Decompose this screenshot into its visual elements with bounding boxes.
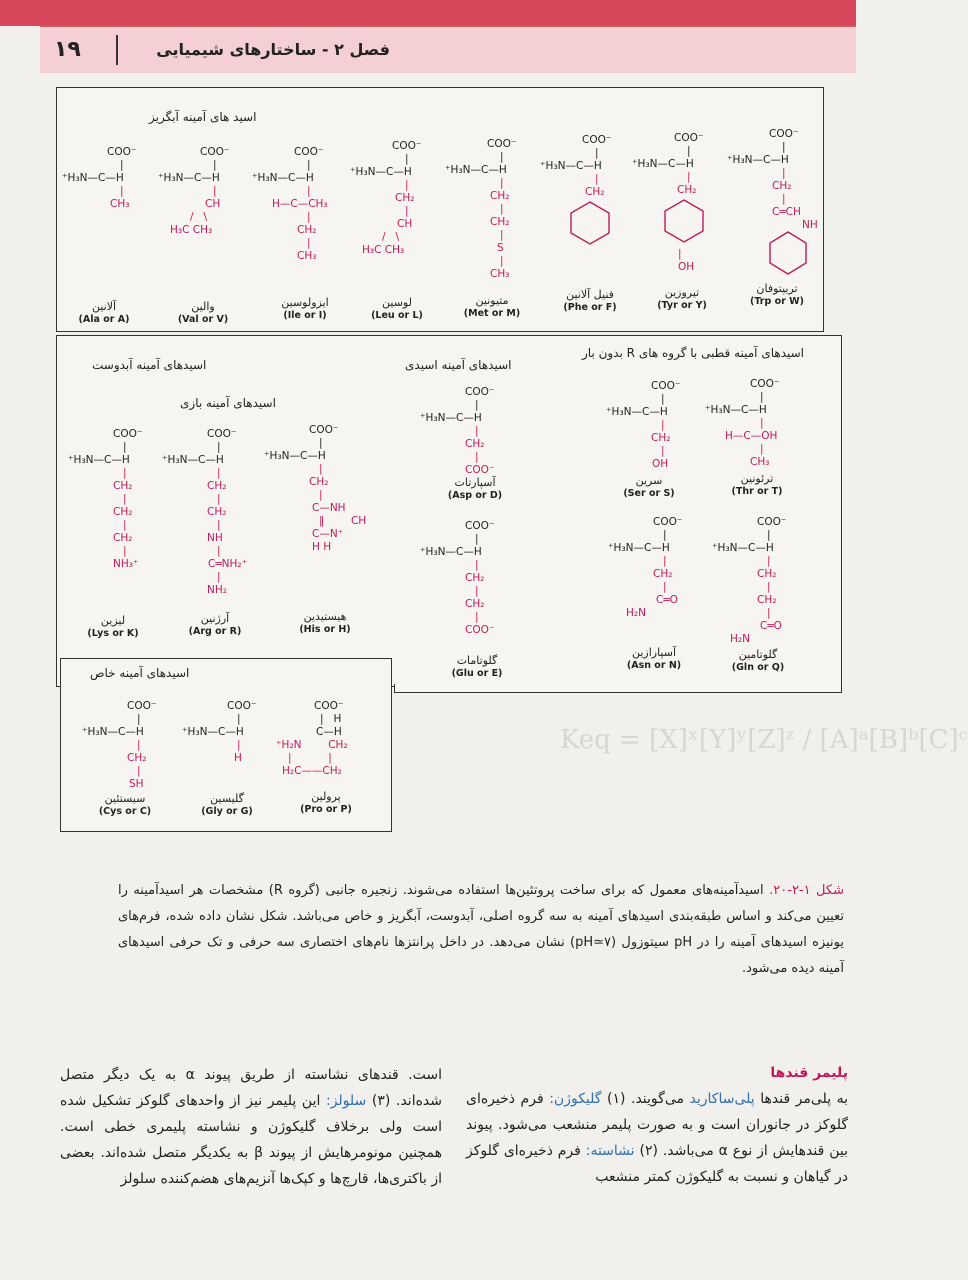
caption-text: اسیدآمینه‌های معمول که برای ساخت پروتئین‌ها استفاده می‌شوند. زنجیره جانبی (گروه R) مشخصات هر اسیدآمینه را تعیین می‌کند و اساس طبقه‌بندی اسیدهای آمینه به سه گروه اصلی، آبدوست، آبگریز و خاص می‌باشد. شکل نشان داده شده، فرم‌های یونیزه اسیدهای آمینه را در pH سیتوزول (pH≃۷) نشان می‌دهد. در داخل پرانتزها نام‌های اختصاری سه حرفی و تک حرفی اسیدهای آمینه دیده می‌شود. xyxy=(118,883,844,976)
group-title-basic: اسیدهای آمینه بازی xyxy=(180,396,276,410)
glu-label: گلوتامات (Glu or E) xyxy=(451,654,503,679)
asn-structure: COO⁻ | ⁺H₃N—C—H | CH₂ | C═O H₂N xyxy=(608,516,683,619)
term-cellulose: سلولز: xyxy=(325,1093,367,1109)
gln-label: گلوتامین (Gln or Q) xyxy=(731,648,785,673)
trp-structure: COO⁻ | ⁺H₃N—C—H | CH₂ | C═CH NH xyxy=(727,128,818,231)
header-divider xyxy=(116,35,118,65)
gly-label: گلیسین (Gly or G) xyxy=(201,792,253,817)
carboxylate: COO⁻ xyxy=(107,146,137,158)
trp-indole-ring xyxy=(766,228,812,280)
hydrophilic-box-tail xyxy=(394,684,842,693)
glu-structure: COO⁻ | ⁺H₃N—C—H | CH₂ | CH₂ | COO⁻ xyxy=(420,520,495,636)
his-structure: COO⁻ | ⁺H₃N—C—H | CH₂ | C—NH ‖ CH C—N⁺ H H xyxy=(264,424,367,553)
thr-label: ترئونین (Thr or T) xyxy=(731,472,783,497)
phe-structure: COO⁻ | ⁺H₃N—C—H | CH₂ xyxy=(540,134,612,198)
ile-structure: COO⁻ | ⁺H₃N—C—H | H—C—CH₃ | CH₂ | CH₃ xyxy=(252,146,328,262)
his-label: هیستیدین (His or H) xyxy=(299,610,351,635)
caption-label: شکل ۱-۲-۲۰. xyxy=(769,883,844,898)
thr-structure: COO⁻ | ⁺H₃N—C—H | H—C—OH | CH₃ xyxy=(705,378,780,468)
ala-structure: COO⁻ | ⁺H₃N—C—H | CH₃ xyxy=(62,146,137,210)
chapter-title: فصل ۲ - ساختارهای شیمیایی xyxy=(156,40,390,59)
val-label: والین (Val or V) xyxy=(177,300,229,325)
asp-structure: COO⁻ | ⁺H₃N—C—H | CH₂ | COO⁻ xyxy=(420,386,495,476)
term-glycogen: گلیکوژن: xyxy=(549,1091,602,1107)
phe-label: فنیل آلانین (Phe or F) xyxy=(563,288,617,313)
leu-structure: COO⁻ | ⁺H₃N—C—H | CH₂ | CH / \ H₃C CH₃ xyxy=(350,140,422,256)
tyr-structure: COO⁻ | ⁺H₃N—C—H | CH₂ xyxy=(632,132,704,196)
ile-label: ایزولوسین (Ile or I) xyxy=(281,296,329,321)
ser-label: سرین (Ser or S) xyxy=(623,474,675,499)
group-title-polar: اسیدهای آمینه قطبی با گروه های R بدون بار xyxy=(582,346,805,360)
page-header xyxy=(40,26,856,73)
bleed-through-formula: Keq = [X]ˣ[Y]ʸ[Z]ᶻ / [A]ᵃ[B]ᵇ[C]ᶜ xyxy=(560,725,968,755)
tyr-oh: | OH xyxy=(678,248,695,273)
group-title-special: اسیدهای آمینه خاص xyxy=(90,666,190,680)
pro-label: پرولین (Pro or P) xyxy=(300,790,352,815)
val-structure: COO⁻ | ⁺H₃N—C—H | CH / \ H₃C CH₃ xyxy=(158,146,230,236)
group-title-hydrophilic: اسیدهای آمینه آبدوست xyxy=(92,358,207,372)
lys-label: لیزین (Lys or K) xyxy=(87,614,139,639)
section-heading: پلیمر قندها xyxy=(770,1065,848,1081)
trp-label: تریپتوفان (Trp or W) xyxy=(750,282,804,307)
right-column-text: پلیمر قندها به پلی‌مر قندها پلی‌ساکارید می‌گویند. (۱) گلیکوژن: فرم ذخیره‌ای گلوکز در جانوران است و به صورت پلیمر منشعب می‌شود. پیوند بین قندهایش از نوع α می‌باشد. (۲) نشاسته: فرم ذخیره‌ای گلوکز در گیاهان و نسبت به گلیکوژن کمتر منشعب xyxy=(466,1060,848,1190)
met-label: متیونین (Met or M) xyxy=(463,294,521,319)
phe-benzene-ring xyxy=(567,200,613,246)
left-column-text: است. قندهای نشاسته از طریق پیوند α به یک دیگر متصل شده‌اند. (۳) سلولز: این پلیمر نیز از واحدهای گلوکز تشکیل شده است ولی برخلاف گلیکوژن و نشاسته پلیمری خطی است. همچنین مونومرهایش از پیوند β به یکدیگر متصل شده‌اند. بعضی از باکتری‌ها، قارچ‌ها و کپک‌ها آنزیم‌های هضم‌کننده سلولز xyxy=(60,1067,442,1187)
tyr-benzene-ring xyxy=(661,198,707,244)
group-title-hydrophobic: اسید های آمینه آبگریز xyxy=(149,110,257,124)
pro-structure: COO⁻ | H C—H ⁺H₂N CH₂ | | H₂C——CH₂ xyxy=(276,700,348,777)
arg-structure: COO⁻ | ⁺H₃N—C—H | CH₂ | CH₂ | NH | C═NH₂⁺ | NH₂ xyxy=(162,428,248,596)
top-color-bar xyxy=(0,0,856,26)
group-title-acidic: اسیدهای آمینه اسیدی xyxy=(405,358,512,372)
ala-label: آلانین (Ala or A) xyxy=(78,300,130,325)
asn-label: آسپارازین (Asn or N) xyxy=(626,646,682,671)
cys-label: سیستئین (Cys or C) xyxy=(98,792,152,817)
gln-structure: COO⁻ | ⁺H₃N—C—H | CH₂ | CH₂ | C═O H₂N xyxy=(712,516,787,645)
leu-label: لوسین (Leu or L) xyxy=(371,296,423,321)
arg-label: آرژنین (Arg or R) xyxy=(188,612,242,637)
side-chain: CH₃ xyxy=(110,198,130,210)
gly-structure: COO⁻ | ⁺H₃N—C—H | H xyxy=(182,700,257,764)
page-number: ۱۹ xyxy=(54,37,81,62)
alpha-carbon: ⁺H₃N—C—H xyxy=(62,172,124,184)
term-polysaccharide: پلی‌ساکارید xyxy=(689,1091,755,1107)
tyr-label: تیروزین (Tyr or Y) xyxy=(657,286,707,311)
ser-structure: COO⁻ | ⁺H₃N—C—H | CH₂ | OH xyxy=(606,380,681,470)
lys-structure: COO⁻ | ⁺H₃N—C—H | CH₂ | CH₂ | CH₂ | NH₃⁺ xyxy=(68,428,143,570)
cys-structure: COO⁻ | ⁺H₃N—C—H | CH₂ | SH xyxy=(82,700,157,790)
term-starch: نشاسته: xyxy=(585,1143,635,1159)
asp-label: آسپارتات (Asp or D) xyxy=(447,476,503,501)
figure-caption xyxy=(118,878,844,982)
met-structure: COO⁻ | ⁺H₃N—C—H | CH₂ | CH₂ | S | CH₃ xyxy=(445,138,517,280)
